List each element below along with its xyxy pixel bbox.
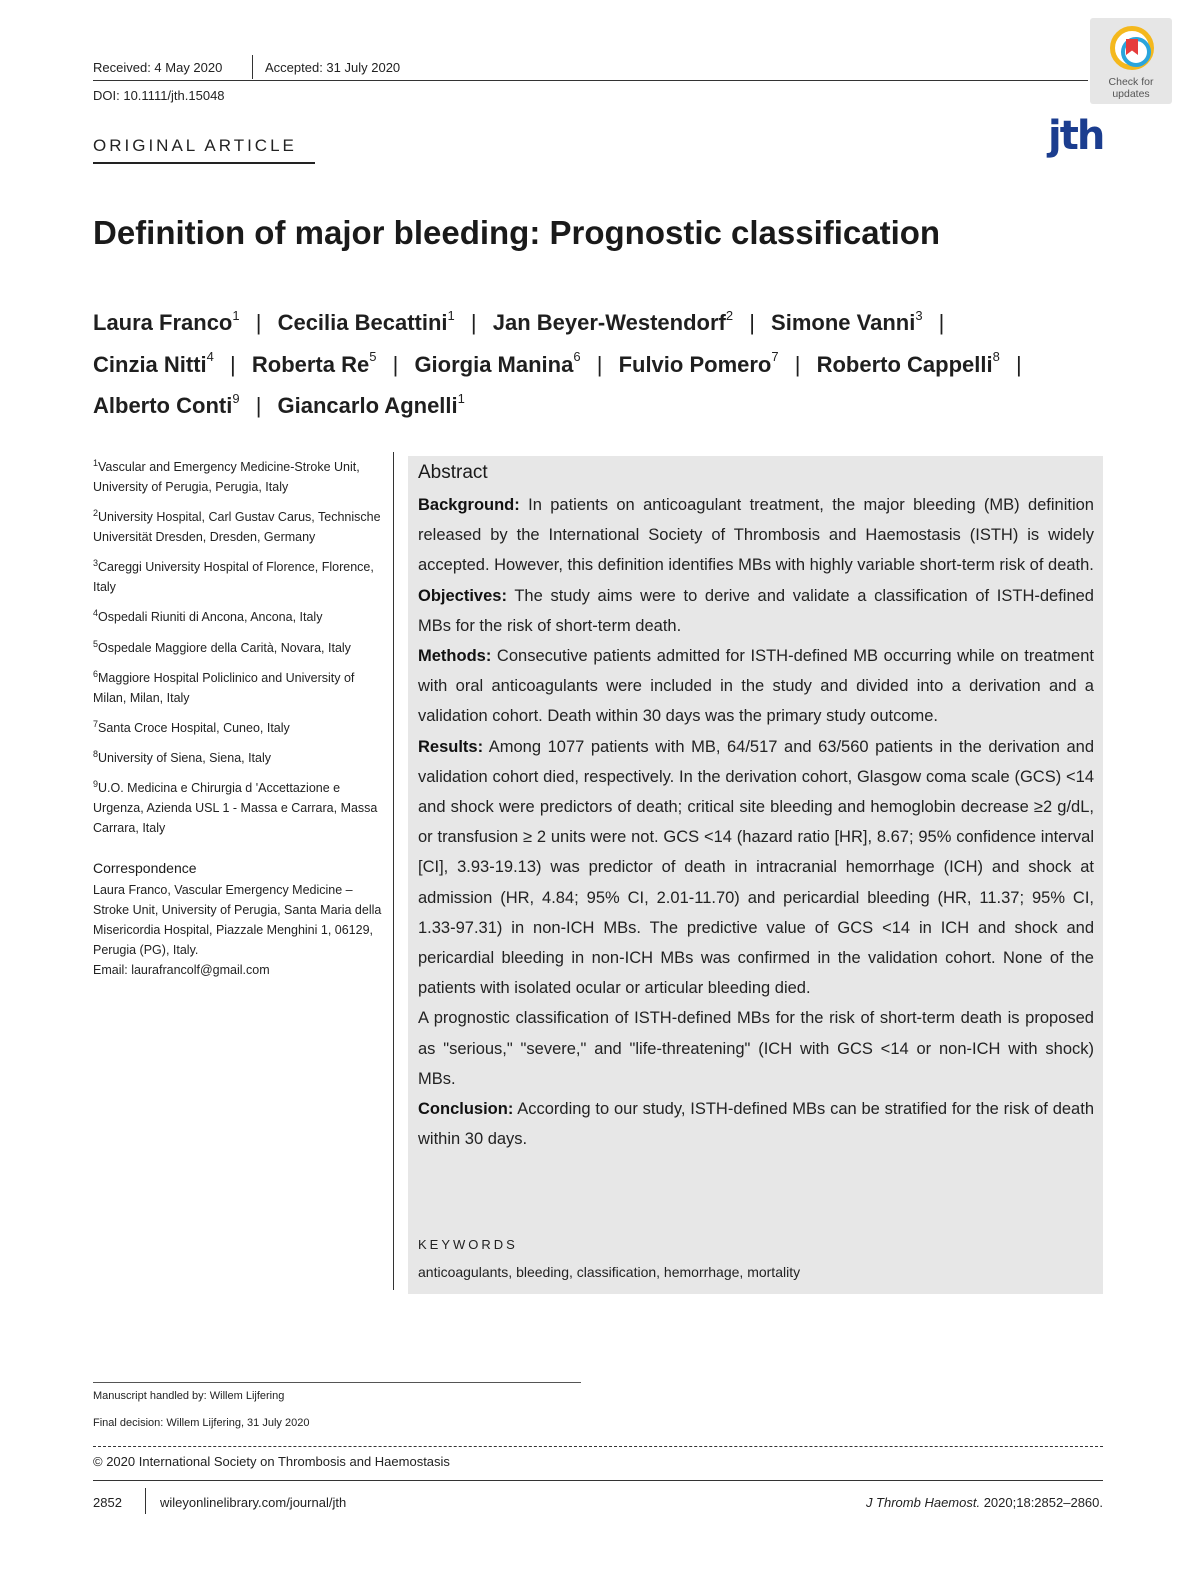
abstract-section-text: A prognostic classification of ISTH-defined MBs for the risk of short-term death is proposed as "serious," "severe," and "life-threatening" (ICH with GCS <14 or non-ICH with shock) MBs. [418, 1009, 1094, 1088]
author-separator: | [1015, 351, 1022, 377]
affiliation-number: 9 [93, 779, 99, 790]
author-affiliation-number: 3 [915, 308, 923, 323]
correspondence-heading: Correspondence [93, 860, 197, 876]
affiliation [93, 634, 383, 658]
author-affiliation-number: 9 [232, 390, 240, 406]
affiliation-number: 5 [93, 638, 99, 649]
abstract-section [418, 490, 1094, 581]
manuscript-handled-by: Manuscript handled by: Willem Lijfering [93, 1390, 285, 1402]
received-date: Received: 4 May 2020 [93, 60, 223, 75]
author[interactable] [414, 349, 581, 377]
journal-logo-text: jth [1048, 113, 1104, 159]
affiliation-number: 3 [93, 558, 99, 569]
author-separator: | [392, 351, 399, 377]
badge-line-1: Check for [1108, 76, 1154, 88]
affiliation-text: Careggi University Hospital of Florence, Florence, Italy [93, 560, 374, 595]
author-affiliation-number: 5 [369, 349, 377, 365]
author-separator: | [749, 310, 755, 336]
author-affiliation-number: 6 [573, 349, 581, 365]
author-affiliation-number: 1 [447, 308, 455, 323]
header-separator [252, 55, 253, 79]
affiliation [93, 503, 383, 547]
affiliation-number: 7 [93, 718, 99, 729]
author-list [93, 300, 1103, 424]
abstract-section-label: Results: [418, 737, 484, 756]
author-separator: | [470, 310, 477, 336]
author[interactable] [93, 349, 214, 377]
abstract-section-text: In patients on anticoagulant treatment, the major bleeding (MB) definition released by the International Society of Thrombosis and Haemostasis (ISTH) is widely accepted. However, this definition identifies MBs with highly variable short-term risk of death. [418, 496, 1094, 575]
journal-abbrev: J Thromb Haemost. [865, 1495, 981, 1510]
abstract-section-label: Background: [418, 496, 520, 514]
journal-logo [1048, 112, 1103, 160]
author-affiliation-number: 1 [232, 308, 240, 323]
author[interactable] [816, 349, 1000, 377]
author-separator: | [596, 351, 603, 377]
badge-line-2: updates [1112, 88, 1150, 100]
author[interactable] [93, 310, 240, 335]
author[interactable] [618, 349, 779, 377]
author[interactable] [493, 310, 733, 335]
affiliation-text: University Hospital, Carl Gustav Carus, Technische Universität Dresden, Dresden, Germany [93, 510, 381, 545]
author-affiliation-number: 2 [725, 308, 734, 323]
correspondence-address: Laura Franco, Vascular Emergency Medicine – Stroke Unit, University of Perugia, Santa Maria della Misericordia Hospital, Piazzale Menghini 1, 06129, Perugia (PG), Italy. [93, 883, 382, 957]
keywords-heading: KEYWORDS [418, 1237, 518, 1252]
author-name: Cinzia Nitti [93, 351, 207, 377]
column-divider [393, 452, 394, 1290]
author-affiliation-number: 8 [992, 349, 1000, 365]
author-affiliation-number: 4 [206, 349, 214, 365]
affiliation [93, 453, 383, 497]
citation-volume: 2020;18:2852–2860. [980, 1495, 1103, 1510]
abstract-heading: Abstract [418, 462, 488, 483]
journal-url[interactable]: wileyonlinelibrary.com/journal/jth [160, 1495, 347, 1510]
affiliation [93, 774, 383, 838]
abstract-section [418, 1094, 1094, 1154]
citation [866, 1495, 1103, 1510]
author-name: Alberto Conti [93, 392, 233, 418]
doi[interactable]: DOI: 10.1111/jth.15048 [93, 88, 225, 103]
author-name: Fulvio Pomero [618, 351, 772, 377]
copyright: © 2020 International Society on Thrombosis and Haemostasis [93, 1454, 450, 1469]
badge-label [1090, 76, 1172, 100]
dashed-rule [93, 1446, 1103, 1447]
keywords-list: anticoagulants, bleeding, classification, hemorrhage, mortality [418, 1264, 801, 1280]
affiliation [93, 664, 383, 708]
abstract-section-text: Among 1077 patients with MB, 64/517 and 63/560 patients in the derivation and validation cohort died, respectively. In the derivation cohort, Glasgow coma scale (GCS) <14 and shock were predictors of death; critical site bleeding and hemoglobin decrease ≥2 g/dL, or transfusion ≥ 2 units were not. GCS <14 (hazard ratio [HR], 8.67; 95% confidence interval [CI], 3.93-19.13) was predictor of death in intracranial hemorrhage (ICH) and shock at admission (HR, 4.84; 95% CI, 2.01-11.70) and pericardial bleeding (HR, 11.37; 95% CI, 1.33-97.31) in non-ICH MBs. The predictive value of GCS <14 in ICH and shock and pericardial bleeding in non-ICH MBs was confirmed in the validation cohort. None of the patients with isolated ocular or articular bleeding died. [418, 737, 1094, 998]
author[interactable] [251, 349, 377, 377]
author-separator: | [255, 310, 262, 336]
abstract-section-label: Objectives: [418, 586, 507, 605]
author[interactable] [278, 310, 455, 335]
author-affiliation-number: 1 [457, 390, 465, 406]
affiliation-number: 8 [93, 749, 99, 760]
author-name: Cecilia Becattini [277, 310, 448, 336]
affiliation-text: U.O. Medicina e Chirurgia d 'Accettazione e Urgenza, Azienda USL 1 - Massa e Carrara, Massa Carrara, Italy [93, 781, 378, 836]
author-name: Laura Franco [93, 310, 233, 336]
abstract-body [418, 490, 1094, 1154]
abstract-section-text: Consecutive patients admitted for ISTH-defined MB occurring while on treatment with oral anticoagulants were included in the study and divided into a derivation and a validation cohort. Death within 30 days was the primary study outcome. [418, 647, 1094, 726]
affiliation [93, 553, 383, 597]
final-decision: Final decision: Willem Lijfering, 31 July 2020 [93, 1417, 310, 1429]
footnote-rule [93, 1382, 581, 1383]
page-number: 2852 [93, 1495, 122, 1510]
affiliation-number: 1 [93, 458, 99, 468]
affiliation [93, 603, 383, 627]
author[interactable] [277, 390, 465, 418]
author-name: Simone Vanni [771, 310, 916, 336]
affiliation-text: Vascular and Emergency Medicine-Stroke Unit, University of Perugia, Perugia, Italy [93, 460, 360, 495]
article-type-underline [93, 162, 315, 164]
abstract-section [418, 581, 1094, 641]
abstract-section-text: According to our study, ISTH-defined MBs can be stratified for the risk of death within 30 days. [418, 1100, 1094, 1149]
author-name: Giancarlo Agnelli [277, 392, 458, 418]
affiliation [93, 744, 383, 768]
affiliation-number: 6 [93, 668, 99, 679]
author-separator: | [938, 310, 945, 336]
abstract-section-text: The study aims were to derive and validate a classification of ISTH-defined MBs for the risk of short-term death. [418, 586, 1094, 635]
abstract-section [418, 732, 1094, 1004]
affiliation-text: University of Siena, Siena, Italy [98, 751, 272, 766]
abstract-section-label: Methods: [418, 647, 492, 666]
correspondence-body [93, 880, 383, 980]
check-for-updates-badge[interactable] [1090, 18, 1172, 104]
author[interactable] [771, 310, 923, 335]
abstract-section-label: Conclusion: [418, 1100, 514, 1119]
author-name: Jan Beyer-Westendorf [492, 310, 726, 336]
abstract-section [418, 641, 1094, 732]
article-title: Definition of major bleeding: Prognostic classification [93, 214, 941, 251]
accepted-date: Accepted: 31 July 2020 [265, 60, 401, 75]
article-type: ORIGINAL ARTICLE [93, 136, 297, 155]
author-name: Roberta Re [251, 351, 370, 377]
footer-separator [145, 1488, 146, 1514]
affiliation-number: 2 [93, 508, 99, 519]
affiliations [93, 453, 383, 844]
author-separator: | [230, 351, 236, 377]
author-separator: | [794, 351, 801, 377]
affiliation-text: Maggiore Hospital Policlinico and University of Milan, Milan, Italy [93, 670, 355, 705]
header-rule [93, 80, 1088, 81]
affiliation-text: Ospedale Maggiore della Carità, Novara, Italy [98, 640, 351, 655]
author-name: Giorgia Manina [414, 351, 574, 377]
affiliation-text: Santa Croce Hospital, Cuneo, Italy [98, 721, 290, 736]
affiliation [93, 714, 383, 738]
affiliation-number: 4 [93, 608, 99, 619]
correspondence-email[interactable]: Email: laurafrancolf@gmail.com [93, 963, 270, 977]
abstract-section [418, 1003, 1094, 1094]
author-name: Roberto Cappelli [816, 351, 993, 377]
affiliation-text: Ospedali Riuniti di Ancona, Ancona, Italy [98, 610, 323, 625]
author-separator: | [255, 392, 262, 418]
author[interactable] [93, 390, 240, 418]
author-affiliation-number: 7 [771, 349, 779, 365]
bottom-rule [93, 1480, 1103, 1481]
